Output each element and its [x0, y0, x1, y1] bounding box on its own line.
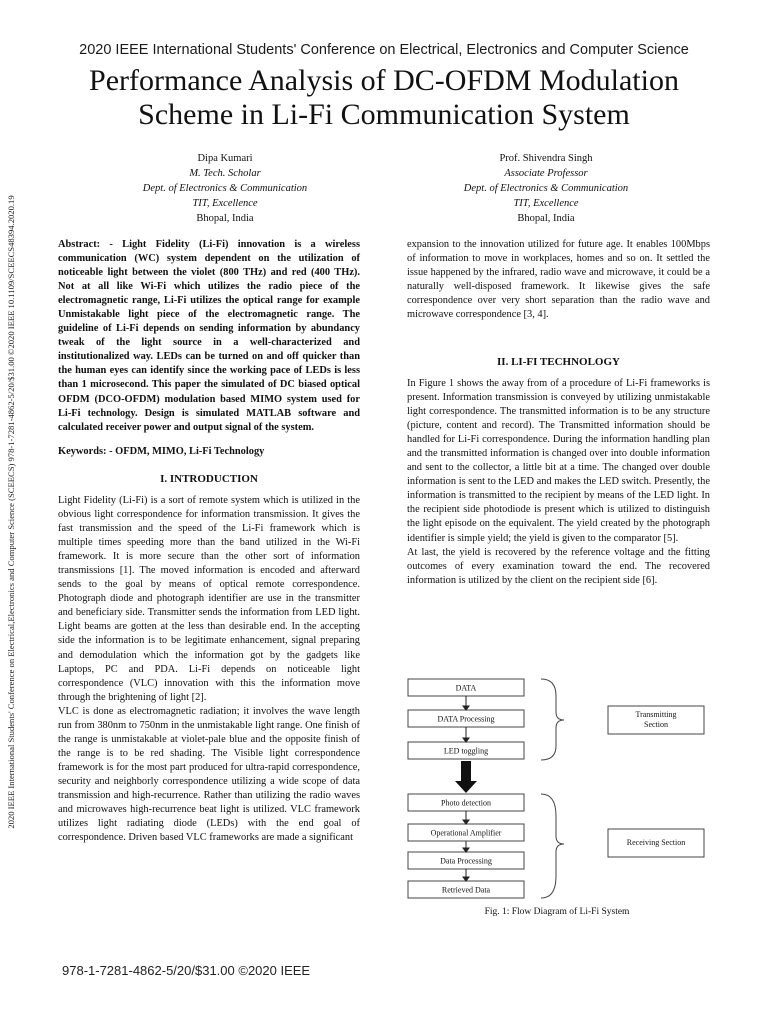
receiving-label: Receiving Section — [626, 838, 686, 847]
abstract: Abstract: - Light Fidelity (Li-Fi) innovation is a wireless communication (WC) system dependent on the utilization of noticeable light between the violet (800 THz) and red (400 THz). Not at all like Wi-Fi which utilizes the radio piece of the electromagnetic range, Li-Fi utilizes the optical range for example Unmistakable light piece of the electromagnetic range. The guideline of Li-Fi depends on sending information by abundancy tweak of the light source in a well-characterized and institutionalized way. LEDs can be turned on and off quicker than the human eyes can identify since the working pace of LEDs is less than 1 microsecond. This paper the simulated of DC biased optical OFDM (DCO-OFDM) modulation based MIMO system used for Li-Fi technology. Design is simulated MATLAB software and calculated receiver power and output signal of the system. — [58, 239, 360, 433]
author-1 — [100, 151, 350, 226]
intro-paragraph-2: VLC is done as electromagnetic radiation; it involves the wave length run from 380nm to 750nm in the unmistakable light range. One finish of the range is unmistakable at violet-pale blue and the opposite finish of the range is to be red shading. The Visible light correspondence framework is for the most part produced for ultra-rapid correspondence, security and neighborly correspondence utilizing a wide scope of data transmission and high-recurrence. Rather than utilizing the radio waves and microwaves high-recurrence beat light is utilized. VLC framework utilizes light radiating diode (LEDs) with the end goal of correspondence. Driven based VLC frameworks are made a significant — [58, 705, 360, 844]
lifi-paragraph-1: In Figure 1 shows the away from of a procedure of Li-Fi frameworks is present. Information transmission is conveyed by utilizing unmistakable light correspondence. The transmitted information is to be any structure (picture, content and record). The Transmitted information should be handled for Li-Fi correspondence. During the information handling plan and the transmitted information is changed over into double information and sent to the collector, a little bit at a time. The changed over double information is sent to the LED and makes the LED switch. Presently, the information is transmitted to the recipient by means of the LED light. In the recipient side photodiode is present which is utilized to distinguish the light episode on the equivalent. The yield created by the photograph identifier is simple yield; the yield is given to the comparator [5]. — [407, 378, 710, 544]
lifi-technology-body — [407, 377, 710, 588]
side-citation — [6, 152, 22, 872]
block-label-retrieved-data: Retrieved Data — [441, 885, 491, 895]
introduction-body — [58, 494, 360, 845]
transmitting-label-1: Transmitting — [635, 710, 677, 719]
author-name: Dipa Kumari — [197, 153, 253, 164]
block-label-led-toggling: LED toggling — [443, 746, 489, 756]
author-role: Associate Professor — [504, 168, 588, 179]
column2-continuation: expansion to the innovation utilized for future age. It enables 100Mbps of information to move in workplaces, homes and so on. It settled the issue happened by the infrared, radio wave and microwave, it could be a naturally well-disposed framework. It likewise gives the safe correspondence over very short separation than the radio wave and microwave correspondence [3, 4]. — [407, 239, 710, 321]
paper-title — [0, 64, 768, 132]
transmitting-label-2: Section — [644, 720, 668, 729]
figure-caption: Fig. 1: Flow Diagram of Li-Fi System — [484, 907, 630, 917]
title-line-1: Performance Analysis of DC-OFDM Modulation — [89, 64, 679, 97]
author-dept: Dept. of Electronics & Communication — [463, 183, 629, 194]
block-label-photo-detection: Photo detection — [441, 798, 491, 808]
author-place: Bhopal, India — [196, 213, 254, 224]
flow-diagram-figure — [404, 676, 710, 908]
side-citation-text: 2020 IEEE International Students' Conference on Electrical,Electronics and Computer Science (SCEECS) 978-1-7281-4862-5/20/$31.00 ©2020 IEEE 10.1109/SCEECS48394.2020.19 — [6, 195, 16, 829]
block-label-data-processing-rx: Data Processing — [440, 856, 492, 866]
author-2 — [396, 151, 696, 226]
author-name: Prof. Shivendra Singh — [499, 153, 593, 164]
section-heading-lifi: II. LI-FI TECHNOLOGY — [497, 356, 620, 368]
keywords: Keywords: - OFDM, MIMO, Li-Fi Technology — [58, 446, 265, 457]
thick-arrow-shaft — [461, 761, 471, 783]
lifi-paragraph-2: At last, the yield is recovered by the reference voltage and the fitting outcomes of every examination toward the end. The recovered information is utilized by the client on the recipient side [6]. — [407, 546, 710, 586]
author-institute: TIT, Excellence — [513, 198, 579, 209]
conference-header: 2020 IEEE International Students' Conference on Electrical, Electronics and Computer Science — [79, 42, 689, 58]
block-label-data: DATA — [455, 683, 477, 693]
section-heading-introduction: I. INTRODUCTION — [160, 473, 258, 485]
title-line-2: Scheme in Li-Fi Communication System — [138, 98, 630, 131]
intro-paragraph-1: Light Fidelity (Li-Fi) is a sort of remote system which is utilized in the obvious light correspondence for information transmission. It gives the fast transmission and the speed of the Li-Fi framework which is multiple times speeding more than the band utilized in the Wi-Fi framework. It is more secure than the other sort of information transmissions [1]. The moved information is encoded and afterward sends to the goal by means of optical remote correspondence. Photograph diode and photograph identifier are use in the transmitter and beneficiary side. Transmitter sends the information from LED light. Light beams are gotten at the less than desirable end. In the accepting side the information is to be legitimate enhancement, signal preparing and demodulation which the information got by the gadgets like Laptops, PC and PDA. Li-Fi depends on noticeable light correspondence (VLC) innovation with this the information move through the brightening of light [2]. — [58, 495, 360, 703]
block-label-data-processing: DATA Processing — [437, 714, 495, 724]
footer-copyright: 978-1-7281-4862-5/20/$31.00 ©2020 IEEE — [62, 963, 311, 978]
author-institute: TIT, Excellence — [192, 198, 258, 209]
block-label-operational-amplifier: Operational Amplifier — [430, 828, 502, 838]
author-role: M. Tech. Scholar — [189, 168, 261, 179]
flow-diagram-svg — [404, 676, 710, 908]
author-dept: Dept. of Electronics & Communication — [142, 183, 308, 194]
author-place: Bhopal, India — [517, 213, 575, 224]
